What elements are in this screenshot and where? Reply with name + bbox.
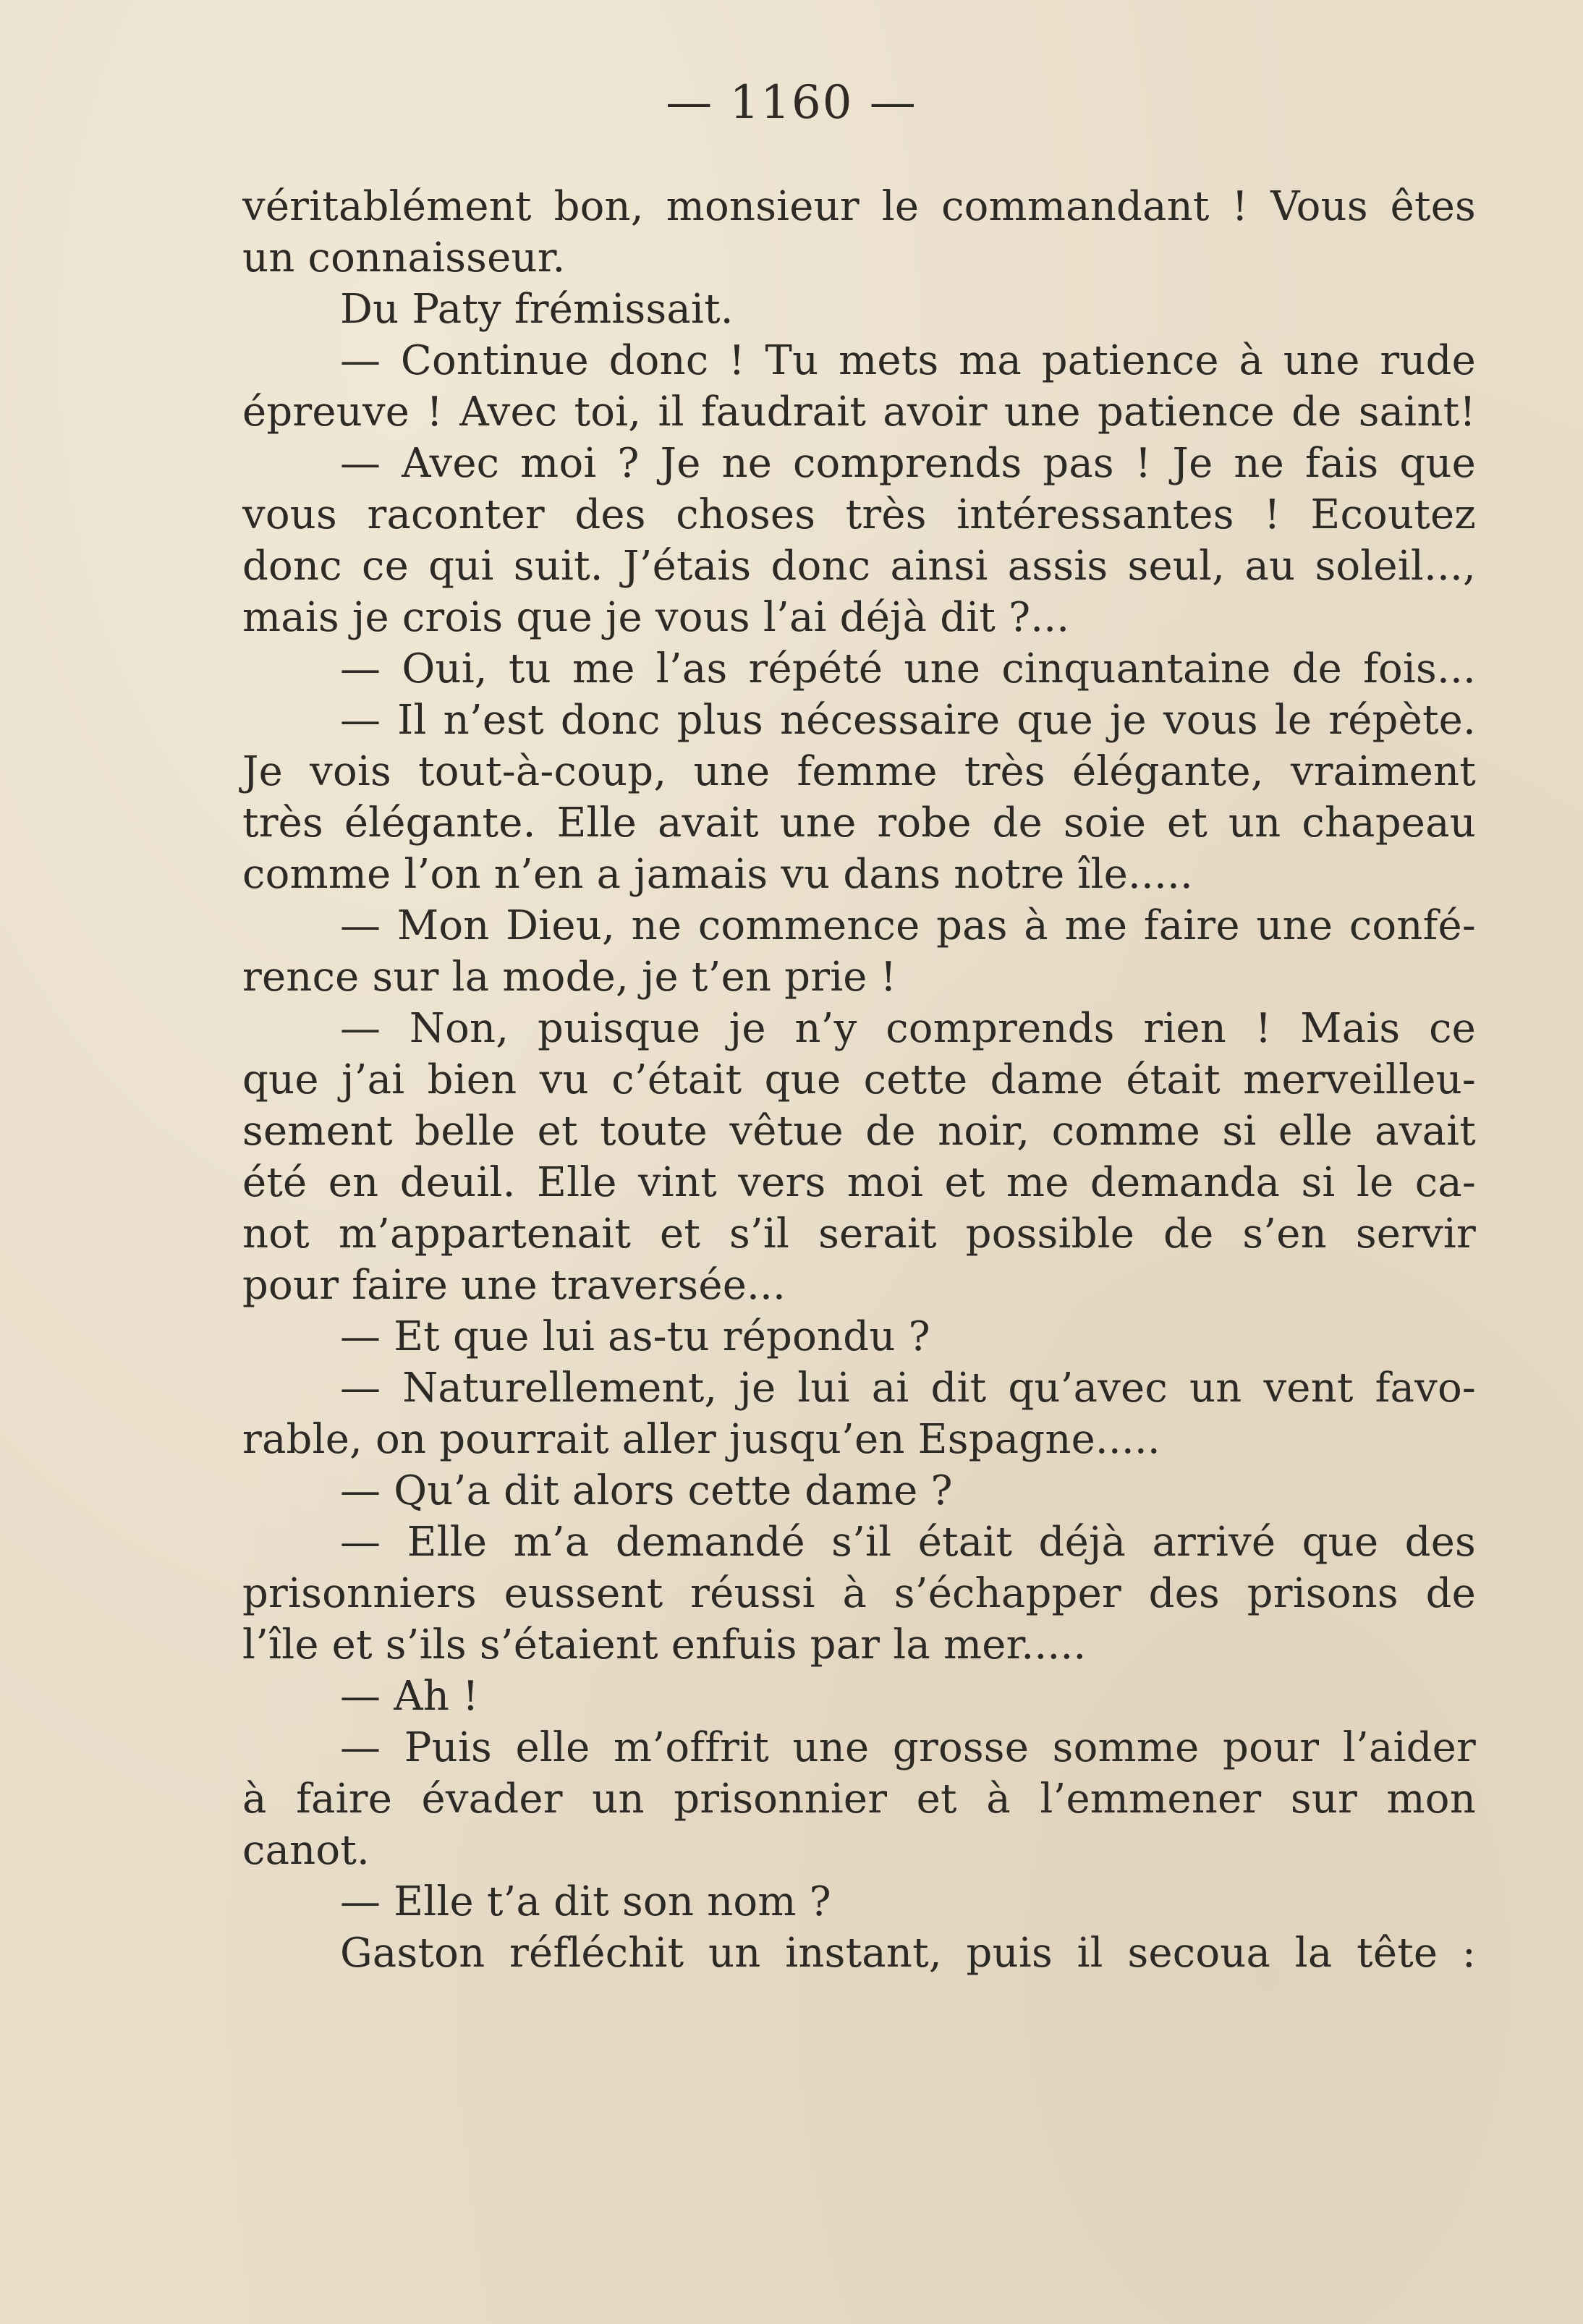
text-line: très élégante. Elle avait une robe de soie et un chapeau	[242, 800, 1476, 847]
text-line: l’île et s’ils s’étaient enfuis par la mer.....	[242, 1621, 1087, 1668]
text-line: un connaisseur.	[242, 234, 566, 281]
text-line: — Ah !	[340, 1673, 479, 1720]
text-line: — Avec moi ? Je ne comprends pas ! Je ne fais que	[340, 440, 1476, 487]
text-line: — Il n’est donc plus nécessaire que je vous le répète.	[340, 697, 1476, 744]
text-line: — Mon Dieu, ne commence pas à me faire une confé-	[340, 902, 1476, 949]
text-line: — Elle t’a dit son nom ?	[340, 1878, 831, 1925]
text-line: Du Paty frémissait.	[340, 286, 734, 333]
text-line: véritablément bon, monsieur le commandant ! Vous êtes	[242, 183, 1476, 230]
text-line: Je vois tout-à-coup, une femme très élégante, vraiment	[242, 748, 1476, 795]
text-line: — Puis elle m’offrit une grosse somme pour l’aider	[340, 1724, 1476, 1771]
text-line: comme l’on n’en a jamais vu dans notre île.....	[242, 851, 1193, 898]
text-line: — Non, puisque je n’y comprends rien ! Mais ce	[340, 1005, 1476, 1052]
text-line: — Et que lui as-tu répondu ?	[340, 1313, 930, 1360]
text-line: not m’appartenait et s’il serait possible de s’en servir	[242, 1210, 1476, 1258]
body-text	[242, 181, 1476, 1979]
text-line: — Naturellement, je lui ai dit qu’avec un vent favo-	[340, 1365, 1476, 1412]
text-line: sement belle et toute vêtue de noir, comme si elle avait	[242, 1108, 1476, 1155]
text-line: — Continue donc ! Tu mets ma patience à une rude	[340, 337, 1476, 384]
text-line: canot.	[242, 1827, 370, 1874]
text-line: été en deuil. Elle vint vers moi et me demanda si le ca-	[242, 1159, 1476, 1206]
text-line: épreuve ! Avec toi, il faudrait avoir une patience de saint!	[242, 389, 1476, 436]
text-line: — Qu’a dit alors cette dame ?	[340, 1467, 953, 1514]
text-line: prisonniers eussent réussi à s’échapper des prisons de	[242, 1570, 1476, 1617]
text-line: vous raconter des choses très intéressantes ! Ecoutez	[242, 491, 1476, 538]
text-line: — Oui, tu me l’as répété une cinquantaine de fois...	[340, 645, 1476, 692]
text-line: pour faire une traversée...	[242, 1262, 786, 1309]
text-line: mais je crois que je vous l’ai déjà dit ?...	[242, 594, 1070, 641]
text-line: Gaston réfléchit un instant, puis il secoua la tête :	[340, 1930, 1476, 1977]
text-line: à faire évader un prisonnier et à l’emmener sur mon	[242, 1776, 1476, 1823]
page-number: — 1160 —	[666, 76, 917, 130]
text-line: donc ce qui suit. J’étais donc ainsi assis seul, au soleil...,	[242, 543, 1476, 590]
text-line: — Elle m’a demandé s’il était déjà arrivé que des	[340, 1519, 1476, 1566]
text-line: que j’ai bien vu c’était que cette dame était merveilleu-	[242, 1056, 1476, 1103]
text-line: rence sur la mode, je t’en prie !	[242, 954, 897, 1001]
text-line: rable, on pourrait aller jusqu’en Espagne.....	[242, 1416, 1160, 1463]
